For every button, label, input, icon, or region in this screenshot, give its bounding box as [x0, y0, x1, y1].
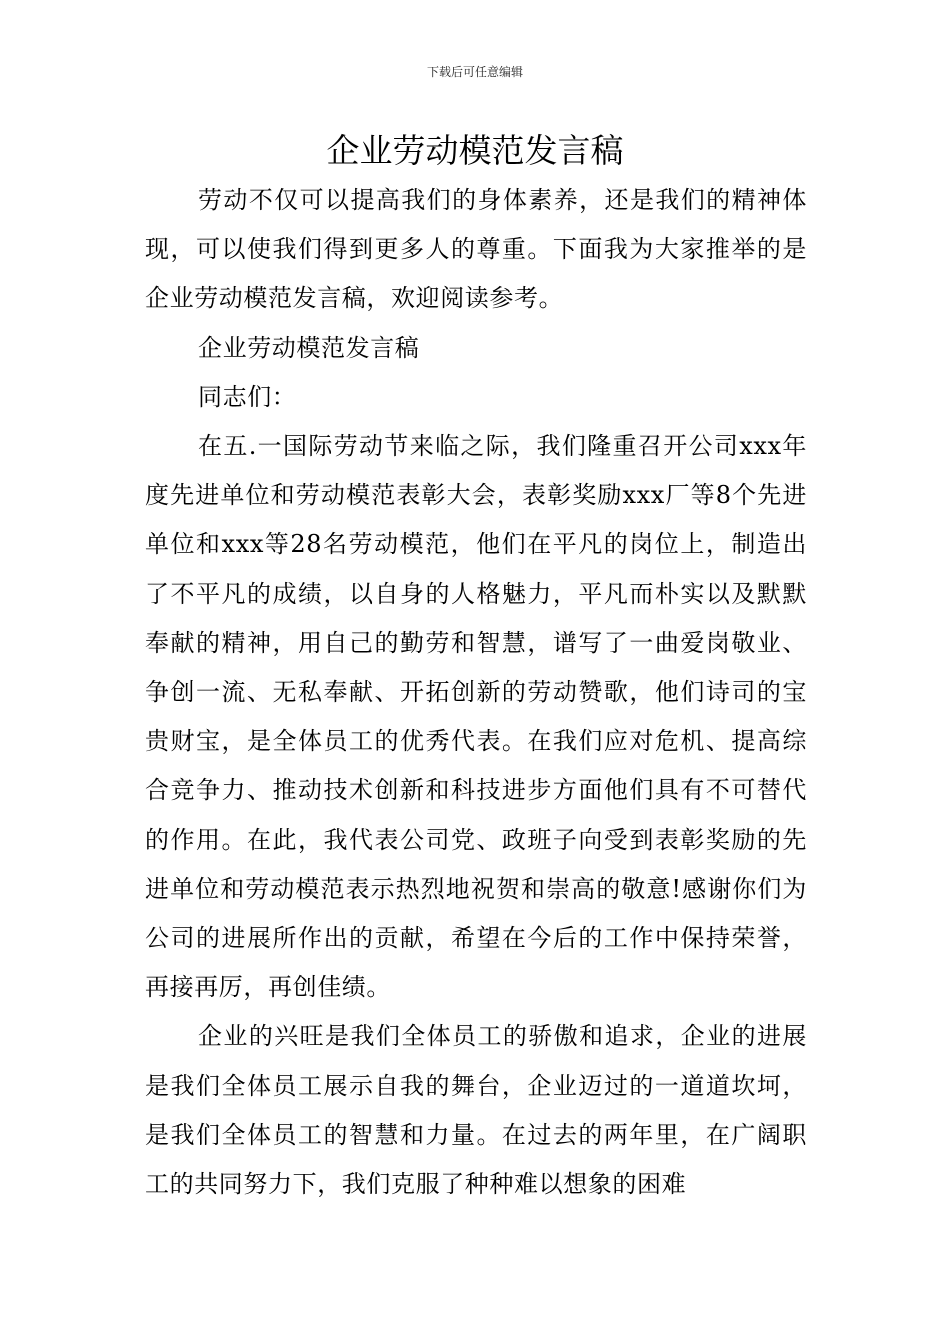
body-paragraph-2: 企业的兴旺是我们全体员工的骄傲和追求，企业的进展是我们全体员工展示自我的舞台，企业迈过的一道道坎坷，是我们全体员工的智慧和力量。在过去的两年里，在广阔职工的共同努力下，我们克服了种种难以想象的困难 — [145, 1022, 807, 1199]
document-body — [145, 176, 807, 1209]
salutation: 同志们： — [198, 382, 297, 411]
speech-heading: 企业劳动模范发言稿 — [198, 333, 420, 362]
body-paragraph-1: 在五.一国际劳动节来临之际，我们隆重召开公司xxx年度先进单位和劳动模范表彰大会，表彰奖励xxx厂等8个先进单位和xxx等28名劳动模范，他们在平凡的岗位上，制造出了不平凡的成绩，以自身的人格魅力，平凡而朴实以及默默奉献的精神，用自己的勤劳和智慧，谱写了一曲爱岗敬业、争创一流、无私奉献、开拓创新的劳动赞歌，他们诗司的宝贵财宝，是全体员工的优秀代表。在我们应对危机、提高综合竞争力、推动技术创新和科技进步方面他们具有不可替代的作用。在此，我代表公司党、政班子向受到表彰奖励的先进单位和劳动模范表示热烈地祝贺和崇高的敬意!感谢你们为公司的进展所作出的贡献，希望在今后的工作中保持荣誉，再接再厉，再创佳绩。 — [145, 432, 807, 1002]
intro-paragraph: 劳动不仅可以提高我们的身体素养，还是我们的精神体现，可以使我们得到更多人的尊重。下面我为大家推举的是企业劳动模范发言稿，欢迎阅读参考。 — [145, 186, 807, 313]
header-note: 下载后可任意编辑 — [426, 65, 523, 79]
document-title: 企业劳动模范发言稿 — [326, 131, 624, 170]
